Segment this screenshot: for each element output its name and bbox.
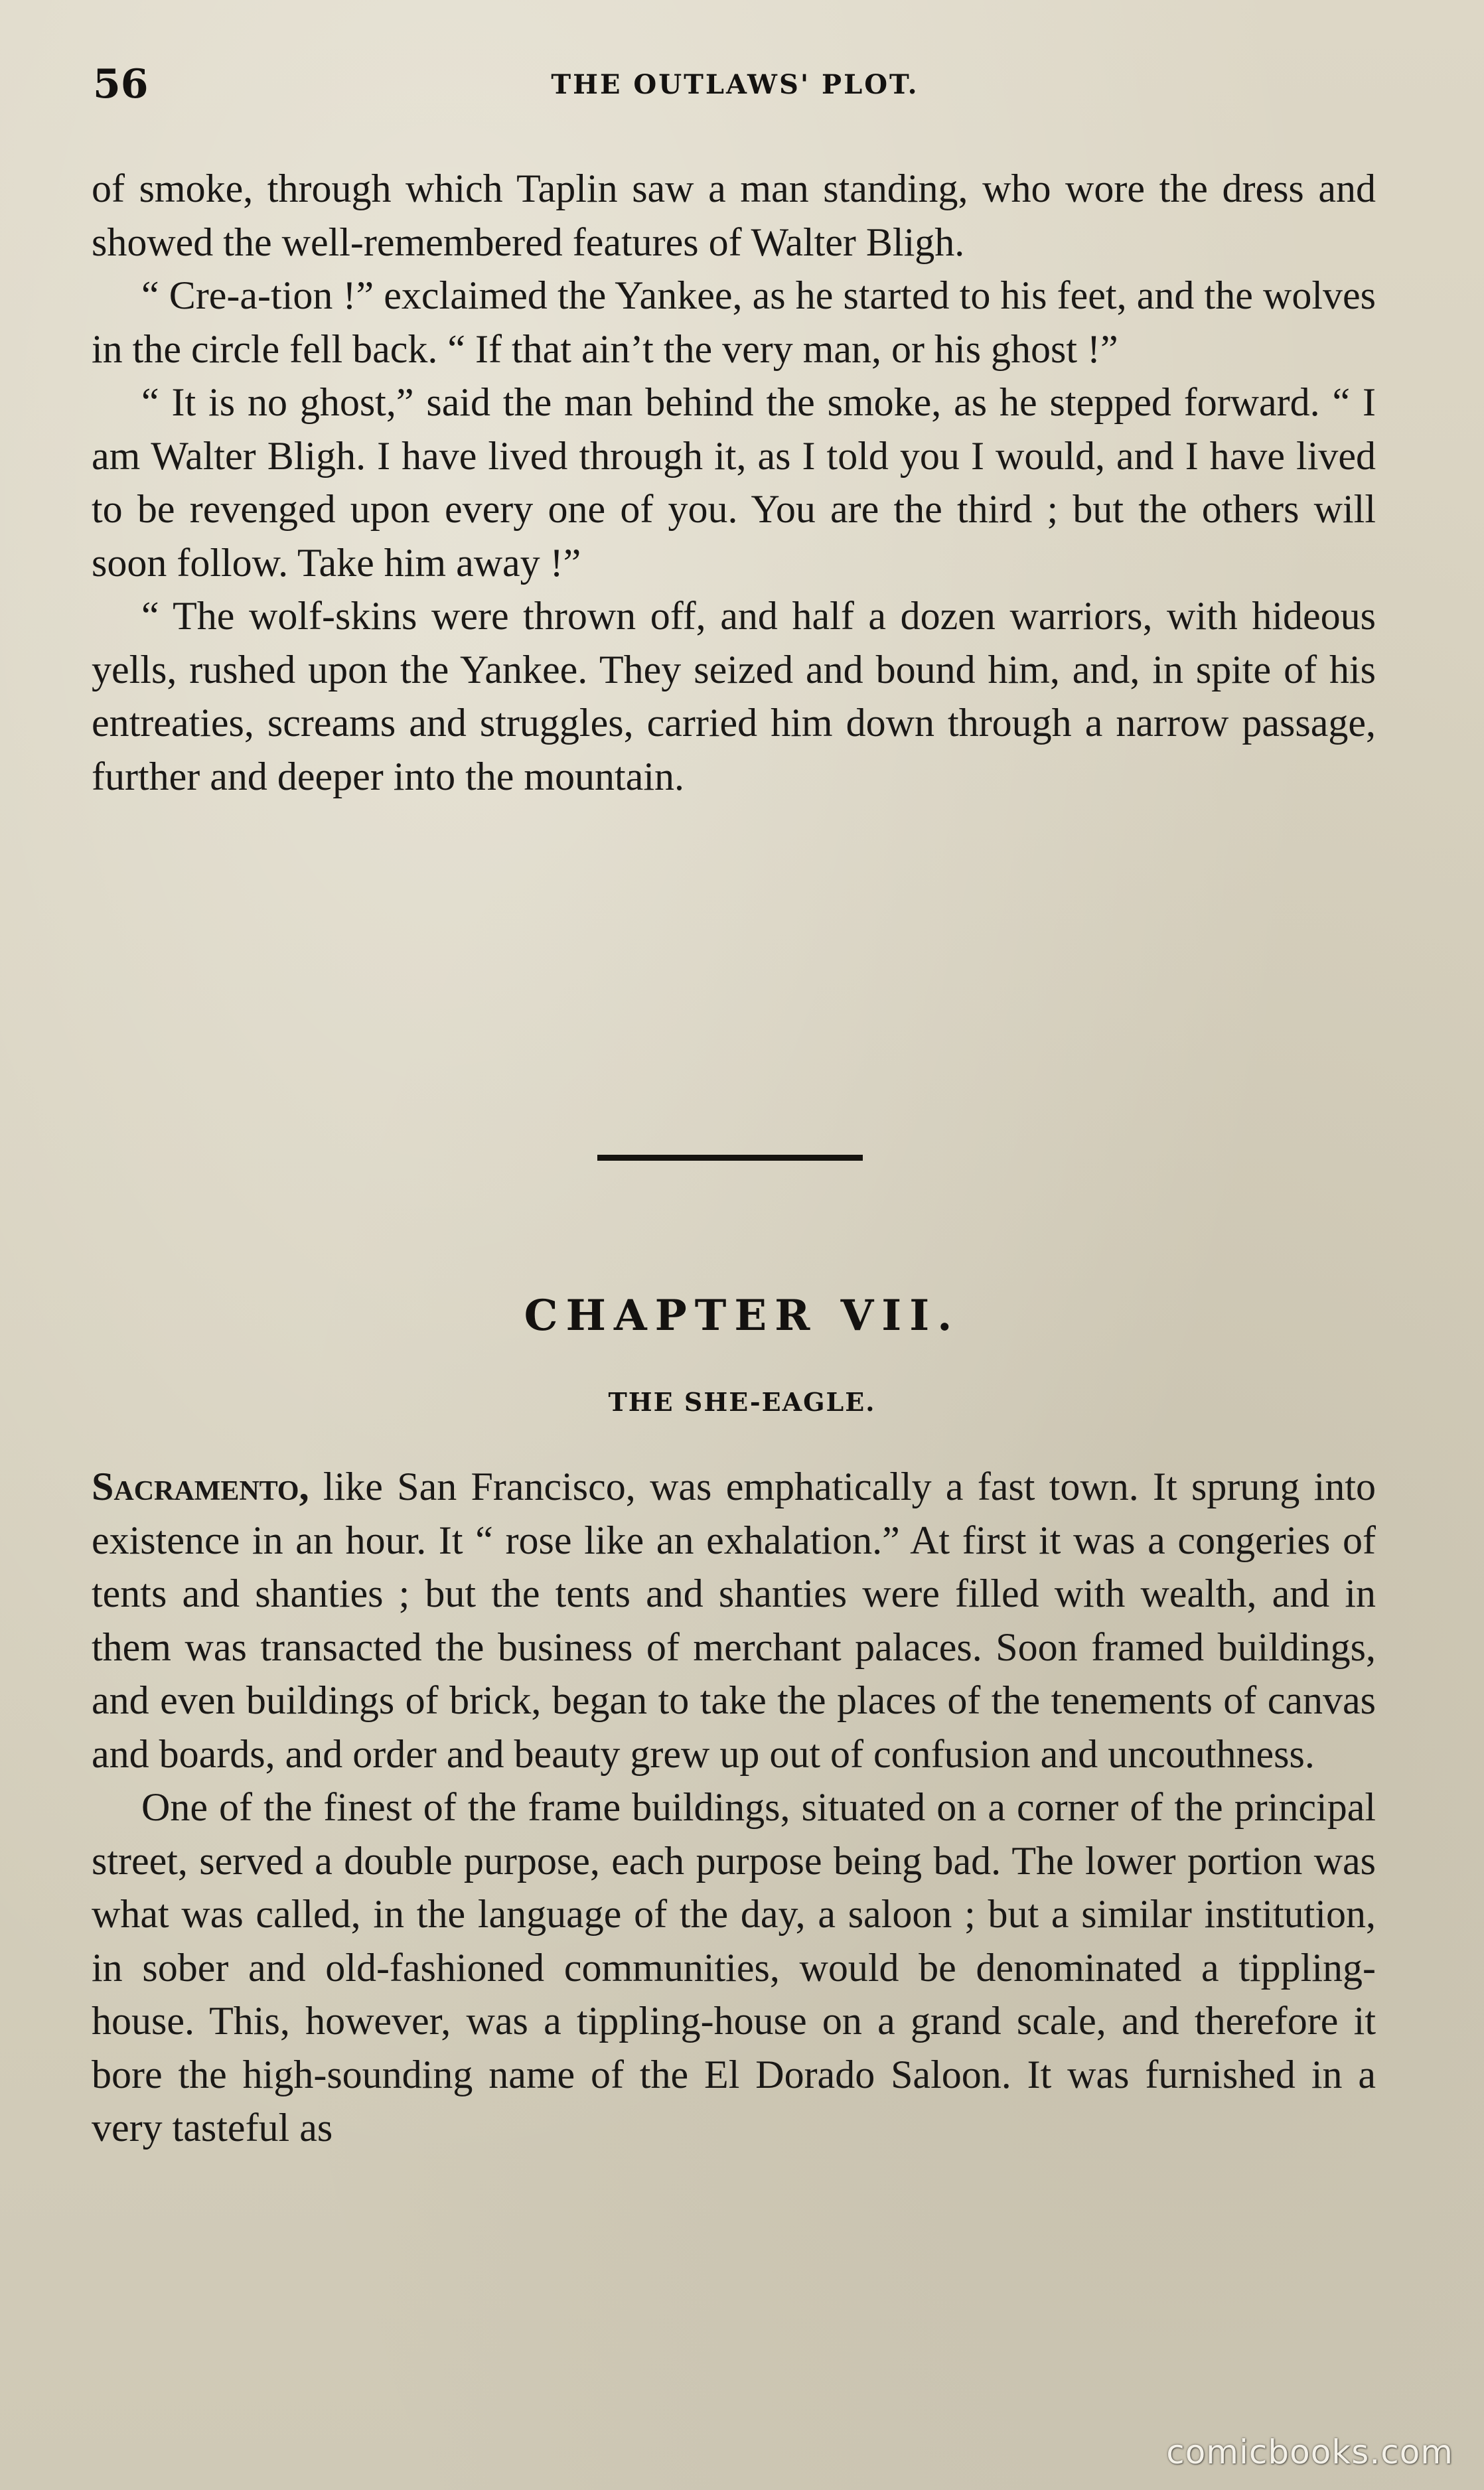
paragraph: “ It is no ghost,” said the man behind the smoke, as he stepped forward. “ I am Walter Bligh. I have lived through it, as I told you I would, and I have lived to be revenged upon every one of you. You are the third ; but the others will soon follow. Take him away !” [92, 380, 1376, 585]
chapter-title: CHAPTER VII. [524, 1291, 960, 1341]
chapter-end-text [92, 162, 1376, 803]
paragraph: “ Cre-a-tion !” exclaimed the Yankee, as he started to his feet, and the wolves in the circle fell back. “ If that ain’t the very man, or his ghost !” [92, 273, 1376, 371]
page-header [93, 61, 1377, 108]
paragraph: of smoke, through which Taplin saw a man standing, who wore the dress and showed the well-remembered features of Walter Bligh. [92, 167, 1376, 264]
page-number: 56 [93, 61, 149, 108]
lead-word: Sacramento, [92, 1465, 309, 1508]
chapter-divider-rule [597, 1155, 863, 1161]
paragraph: One of the finest of the frame buildings, situated on a corner of the principal street, served a double purpose, each purpose being bad. The lower portion was what was called, in the language of the day, a saloon ; but a similar institution, in sober and old-fashioned communities, would be denominated a tippling-house. This, however, was a tippling-house on a grand scale, and therefore it bore the high-sounding name of the El Dorado Saloon. It was furnished in a very tasteful as [92, 1785, 1376, 2150]
paragraph: “ The wolf-skins were thrown off, and half a dozen warriors, with hideous yells, rushed upon the Yankee. They seized and bound him, and, in spite of his entreaties, screams and struggles, carried him down through a narrow passage, further and deeper into the mountain. [92, 594, 1376, 798]
chapter-body-text [92, 1460, 1376, 2155]
running-title: THE OUTLAWS' PLOT. [551, 69, 919, 100]
paragraph [92, 1460, 1376, 1781]
paragraph-text: like San Francisco, was emphatically a fast town. It sprung into existence in an hour. It “ rose like an exhalation.” At first it was a congeries of tents and shanties ; but the tents and shanties were filled with wealth, and in them was transacted the business of merchant palaces. Soon framed buildings, and even buildings of brick, began to take the places of the tenements of canvas and boards, and order and beauty grew up out of confusion and uncouthness. [92, 1465, 1376, 1776]
chapter-subtitle: THE SHE-EAGLE. [608, 1387, 876, 1417]
watermark: comicbooks.com [1166, 2433, 1453, 2471]
